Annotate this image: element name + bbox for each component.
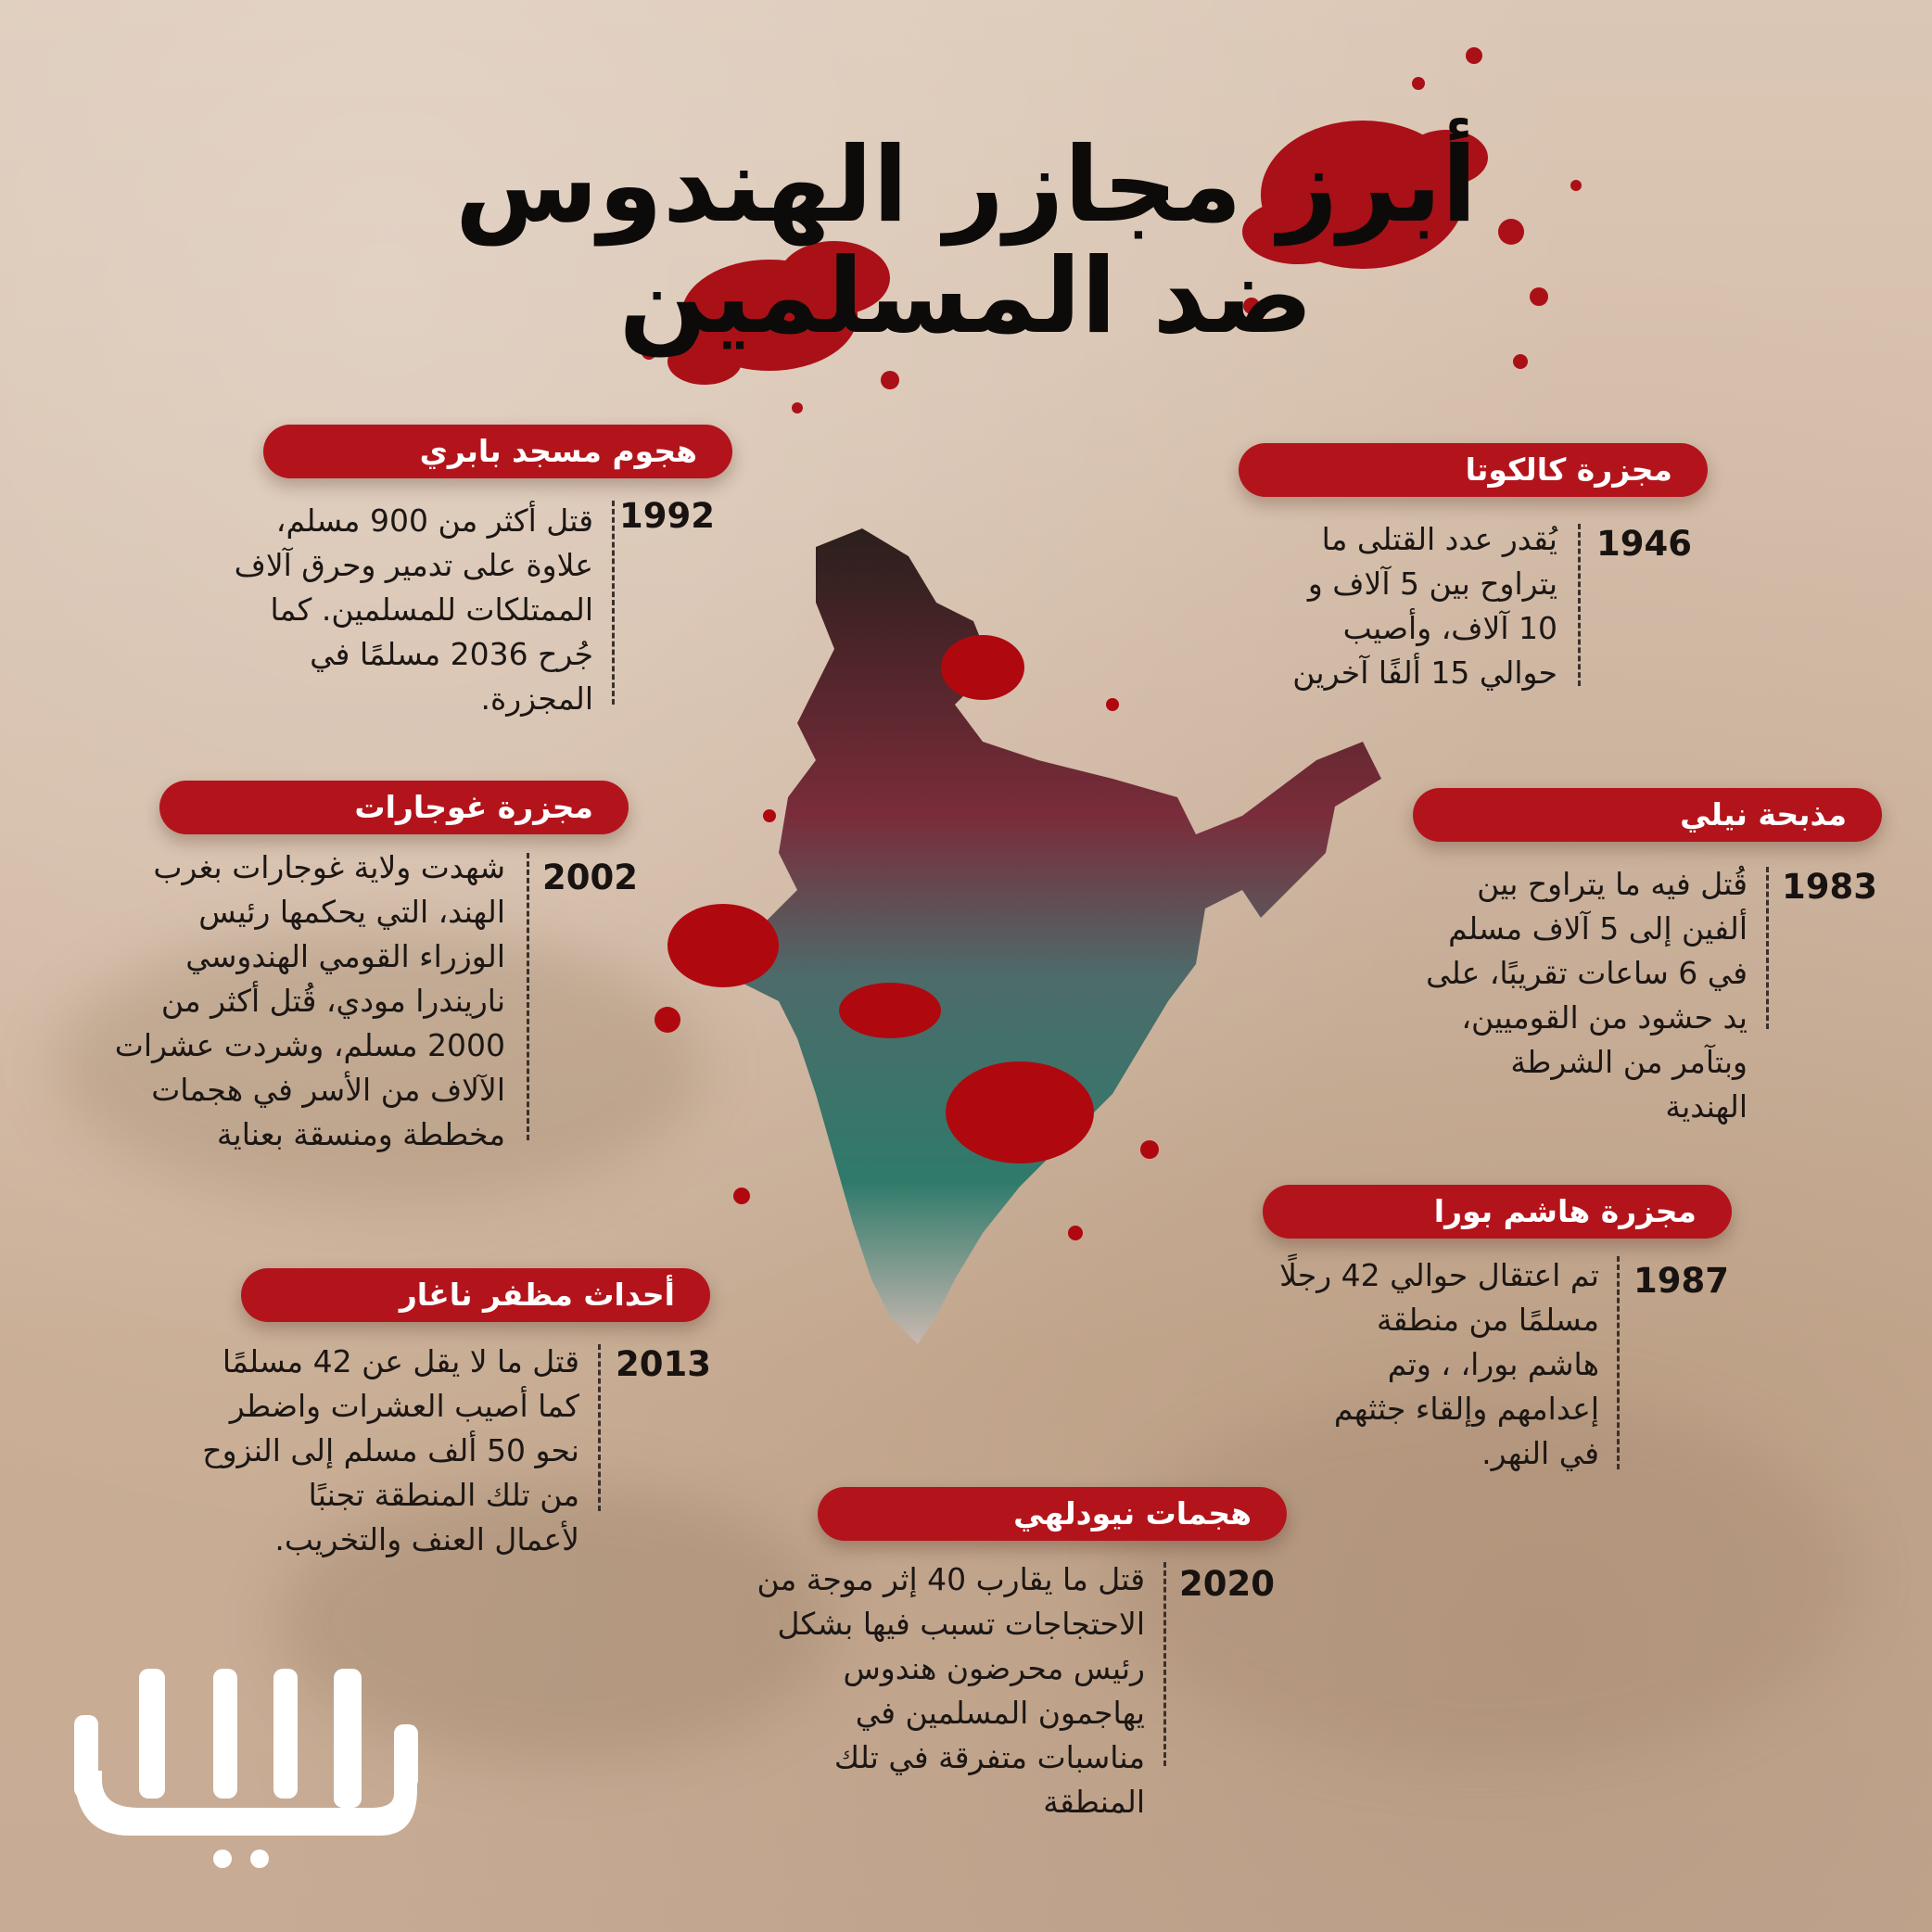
event-year-babri: 1992 xyxy=(619,496,715,536)
event-title-babri: هجوم مسجد بابري xyxy=(263,425,732,478)
event-text-nellie: قُتل فيه ما يتراوح بين ألفين إلى 5 آلاف مسلم في 6 ساعات تقريبًا، على يد حشود من القوميين، وبتآمر من الشرطة الهندية xyxy=(1426,866,1748,1125)
page-title-line1: أبرز مجازر الهندوس xyxy=(454,125,1478,246)
event-year-delhi: 2020 xyxy=(1179,1564,1275,1604)
albayan-logo xyxy=(74,1669,445,1873)
event-text-babri: قتل أكثر من 900 مسلم، علاوة على تدمير وحرق آلاف الممتلكات للمسلمين. كما جُرح 2036 مسلمًا في المجزرة. xyxy=(234,502,593,717)
event-text-delhi: قتل ما يقارب 40 إثر موجة من الاحتجاجات تسبب فيها بشكل رئيس محرضون هندوس يهاجمون المسلمين في مناسبات متفرقة في تلك المنطقة xyxy=(756,1561,1145,1820)
event-text-muzaffarnagar: قتل ما لا يقل عن 42 مسلمًا كما أصيب العشرات واضطر نحو 50 ألف مسلم إلى النزوح من تلك المنطقة تجنبًا لأعمال العنف والتخريب. xyxy=(202,1343,579,1557)
dashed-divider xyxy=(612,501,615,705)
dashed-divider xyxy=(527,853,529,1140)
event-title-delhi: هجمات نيودلهي xyxy=(818,1487,1287,1541)
event-text-calcutta: يُقدر عدد القتلى ما يتراوح بين 5 آلاف و 10 آلاف، وأصيب حوالي 15 ألفًا آخرين xyxy=(1292,521,1557,691)
dashed-divider xyxy=(1617,1256,1620,1469)
event-title-calcutta: مجزرة كالكوتا xyxy=(1239,443,1708,497)
dashed-divider xyxy=(1163,1562,1166,1766)
dashed-divider xyxy=(598,1344,601,1511)
event-text-hashimpura: تم اعتقال حوالي 42 رجلًا مسلمًا من منطقة هاشم بورا، ، وتم إعدامهم وإلقاء جثثهم في النهر. xyxy=(1279,1257,1599,1471)
event-title-muzaffarnagar: أحداث مظفر ناغار xyxy=(241,1268,710,1322)
page-title-line2: ضد المسلمين xyxy=(618,236,1314,357)
dashed-divider xyxy=(1766,867,1769,1029)
event-year-gujarat: 2002 xyxy=(542,858,638,897)
event-year-hashimpura: 1987 xyxy=(1633,1261,1729,1301)
albayan-logo-mark xyxy=(74,1669,445,1873)
event-year-nellie: 1983 xyxy=(1782,867,1877,907)
event-year-calcutta: 1946 xyxy=(1596,524,1692,564)
event-year-muzaffarnagar: 2013 xyxy=(616,1344,711,1384)
event-title-hashimpura: مجزرة هاشم بورا xyxy=(1263,1185,1732,1239)
event-title-gujarat: مجزرة غوجارات xyxy=(159,781,629,834)
event-title-nellie: مذبحة نيلي xyxy=(1413,788,1882,842)
event-text-gujarat: شهدت ولاية غوجارات بغرب الهند، التي يحكمها رئيس الوزراء القومي الهندوسي ناريندرا مودي، قُتل أكثر من 2000 مسلم، وشردت عشرات الآلاف من الأسر في هجمات مخططة ومنسقة بعناية xyxy=(114,849,505,1152)
dashed-divider xyxy=(1578,524,1581,686)
